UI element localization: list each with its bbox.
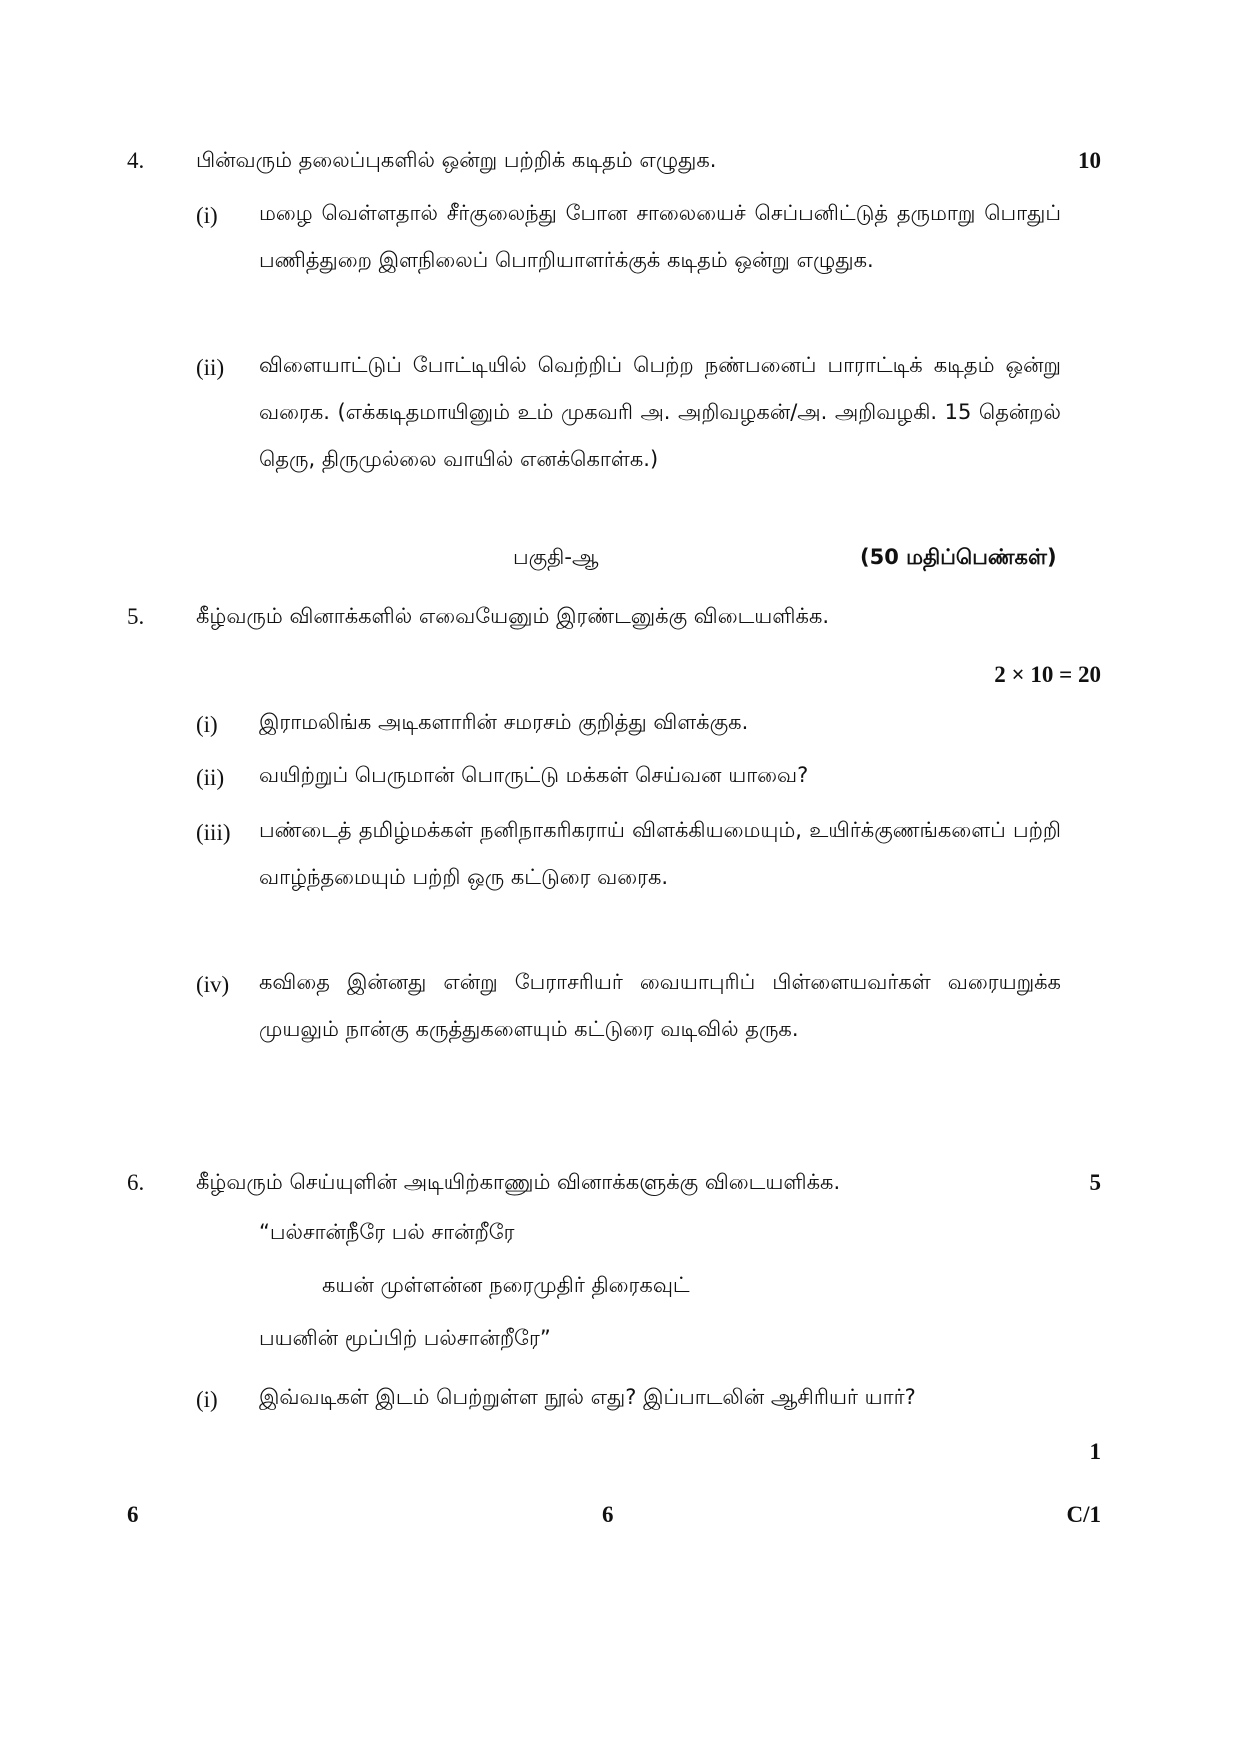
item-text: கவிதை இன்னது என்று பேராசரியர் வையாபுரிப் பிள்ளையவர்கள் வரையறுக்க முயலும் நான்கு கருத்துகளையும் கட்டுரை வடிவில் தருக. <box>259 970 1061 1041</box>
question-number: 5. <box>127 604 145 629</box>
question-text: கீழ்வரும் வினாக்களில் எவையேனும் இரண்டனுக்கு விடையளிக்க. <box>196 604 830 628</box>
page-number: 6 <box>602 1502 614 1527</box>
question-number: 6. <box>127 1170 145 1195</box>
question-marks: 5 <box>1089 1170 1101 1195</box>
item-text: இவ்வடிகள் இடம் பெற்றுள்ள நூல் எது? இப்பாடலின் ஆசிரியர் யார்? <box>259 1385 916 1409</box>
item-label: (i) <box>196 1387 218 1412</box>
item-text: வயிற்றுப் பெருமான் பொருட்டு மக்கள் செய்வன யாவை? <box>259 763 809 787</box>
item-text: இராமலிங்க அடிகளாரின் சமரசம் குறித்து விளக்குக. <box>259 710 749 734</box>
item-label: (iii) <box>196 820 231 845</box>
item-text: விளையாட்டுப் போட்டியில் வெற்றிப் பெற்ற நண்பனைப் பாராட்டிக் கடிதம் ஒன்று வரைக. (எக்கடிதமாயினும் உம் முகவரி அ. அறிவழகன்/அ. அறிவழகி. 15 தென்றல் தெரு, திருமுல்லை வாயில் எனக்கொள்க.) <box>259 353 1061 471</box>
question-marks: 10 <box>1078 148 1101 173</box>
item-label: (i) <box>196 203 218 228</box>
verse-line: பயனின் மூப்பிற் பல்சான்றீரே” <box>259 1326 551 1350</box>
paper-code: C/1 <box>1066 1502 1101 1527</box>
item-label: (ii) <box>196 355 225 380</box>
question-number: 4. <box>127 148 145 173</box>
footer-left: 6 <box>127 1502 139 1527</box>
item-text: மழை வெள்ளதால் சீர்குலைந்து போன சாலையைச் செப்பனிட்டுத் தருமாறு பொதுப் பணித்துறை இளநிலைப் பொறியாளர்க்குக் கடிதம் ஒன்று எழுதுக. <box>259 201 1061 272</box>
item-marks: 1 <box>1089 1439 1101 1464</box>
question-text: பின்வரும் தலைப்புகளில் ஒன்று பற்றிக் கடிதம் எழுதுக. <box>196 148 717 172</box>
item-label: (i) <box>196 712 218 737</box>
item-text: பண்டைத் தமிழ்மக்கள் நனிநாகரிகராய் விளக்கியமையும், உயிர்க்குணங்களைப் பற்றி வாழ்ந்தமையும் பற்றி ஒரு கட்டுரை வரைக. <box>259 818 1061 889</box>
verse-line: கயன் முள்ளன்ன நரைமுதிர் திரைகவுட் <box>322 1273 690 1297</box>
section-title: பகுதி-ஆ <box>513 545 599 569</box>
item-label: (ii) <box>196 765 225 790</box>
question-text: கீழ்வரும் செய்யுளின் அடியிற்காணும் வினாக்களுக்கு விடையளிக்க. <box>196 1170 841 1194</box>
verse-line: “பல்சான்நீரே பல் சான்றீரே <box>259 1220 515 1244</box>
question-marks: 2 × 10 = 20 <box>994 662 1101 687</box>
section-marks: (50 மதிப்பெண்கள்) <box>860 545 1057 569</box>
item-label: (iv) <box>196 972 230 997</box>
